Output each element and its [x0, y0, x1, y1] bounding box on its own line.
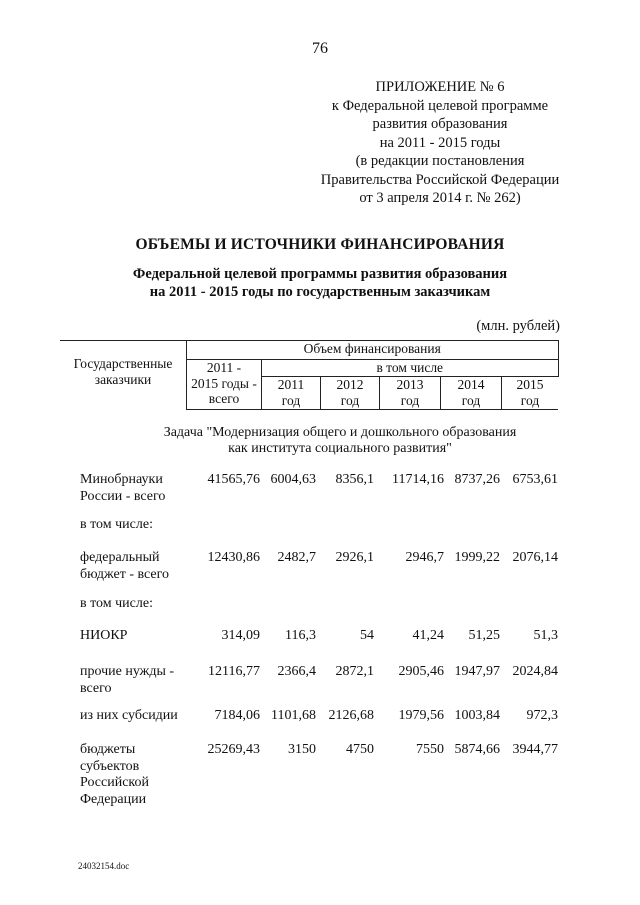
value-2014: 5874,66 [454, 742, 500, 757]
value-2013: 2946,7 [405, 550, 444, 565]
row-label [80, 742, 195, 808]
appendix-line: на 2011 - 2015 годы [379, 134, 501, 151]
value-2012: 2872,1 [335, 664, 374, 679]
value-2014: 8737,26 [454, 472, 500, 487]
value-2011: 1101,68 [271, 708, 316, 723]
header-year-2012 [321, 377, 380, 410]
subtitle-line: Федеральной целевой программы развития образования [132, 266, 508, 282]
value-total: 314,09 [221, 628, 260, 643]
value-2014: 1947,97 [454, 664, 500, 679]
appendix-caption [300, 78, 580, 208]
appendix-line: от 3 апреля 2014 г. № 262) [359, 190, 521, 206]
value-2012: 54 [360, 628, 374, 643]
header-customer-line: Государственные [73, 356, 173, 371]
header-year-label: 2015 [516, 377, 544, 392]
value-2013: 2905,46 [398, 664, 444, 679]
row-label-line: бюджет - всего [80, 566, 169, 582]
row-label [80, 628, 195, 645]
value-2015: 2076,14 [512, 550, 558, 565]
header-year-sub: год [400, 392, 420, 408]
row-label-line: федеральный [80, 550, 160, 565]
table-header [60, 340, 559, 410]
value-2014: 51,25 [468, 628, 500, 643]
header-including: в том числе [262, 360, 559, 377]
header-year-2013 [380, 377, 441, 410]
header-year-label: 2011 [277, 377, 305, 392]
row-label-line: прочие нужды - [80, 664, 175, 679]
header-year-sub: год [340, 392, 360, 408]
header-total [187, 360, 262, 410]
row-label-line: из них субсидии [80, 708, 178, 723]
appendix-line: к Федеральной целевой программе [331, 97, 549, 114]
value-2014: 1003,84 [454, 708, 500, 723]
value-2013: 1979,56 [398, 708, 444, 723]
row-label-line: субъектов [80, 758, 140, 774]
row-label-line: бюджеты [80, 742, 136, 757]
header-customer-line: заказчики [94, 371, 152, 387]
row-label [80, 550, 195, 583]
value-2011: 6004,63 [270, 472, 316, 487]
row-label [80, 517, 195, 534]
value-2015: 2024,84 [512, 664, 558, 679]
row-label-line: всего [80, 680, 112, 696]
header-funding-volume: Объем финансирования [187, 341, 559, 360]
row-label-line: в том числе: [80, 517, 153, 532]
value-2015: 6753,61 [512, 472, 558, 487]
task-title [140, 425, 540, 456]
row-label [80, 472, 195, 505]
appendix-line: ПРИЛОЖЕНИЕ № 6 [375, 79, 505, 95]
value-2012: 2926,1 [335, 550, 374, 565]
row-label-line: Минобрнауки [80, 472, 163, 487]
value-total: 12430,86 [207, 550, 260, 565]
row-label-line: Федерации [80, 791, 147, 807]
row-label [80, 708, 205, 725]
value-2012: 2126,68 [328, 708, 374, 723]
value-2011: 3150 [288, 742, 316, 757]
header-total-line: 2011 - [206, 360, 242, 375]
value-2015: 3944,77 [512, 742, 558, 757]
task-title-line: Задача "Модернизация общего и дошкольного образования [163, 425, 517, 440]
document-subtitle [0, 265, 640, 301]
value-total: 25269,43 [207, 742, 260, 757]
value-2011: 2366,4 [277, 664, 316, 679]
value-2015: 51,3 [533, 628, 558, 643]
value-2013: 41,24 [412, 628, 444, 643]
value-total: 41565,76 [207, 472, 260, 487]
value-2011: 2482,7 [277, 550, 316, 565]
value-2012: 8356,1 [335, 472, 374, 487]
header-year-label: 2013 [396, 377, 424, 392]
file-name-footer: 24032154.doc [78, 861, 130, 871]
header-year-2015 [502, 377, 559, 410]
value-2011: 116,3 [285, 628, 316, 643]
appendix-line: развития образования [372, 116, 508, 132]
subtitle-line: на 2011 - 2015 годы по государственным заказчикам [149, 284, 491, 300]
value-total: 7184,06 [214, 708, 260, 723]
value-2013: 11714,16 [392, 472, 444, 487]
task-title-line: как института социального развития" [228, 440, 452, 456]
row-label [80, 596, 195, 613]
unit-note: (млн. рублей) [476, 318, 560, 334]
row-label-line: в том числе: [80, 596, 153, 611]
header-customer [60, 341, 187, 410]
value-2015: 972,3 [526, 708, 558, 723]
appendix-line: Правительства Российской Федерации [320, 171, 560, 188]
row-label-line: Российской [80, 775, 149, 790]
header-year-sub: год [281, 392, 301, 408]
value-total: 12116,77 [208, 664, 260, 679]
header-year-sub: год [461, 392, 481, 408]
value-2012: 4750 [346, 742, 374, 757]
document-title: ОБЪЕМЫ И ИСТОЧНИКИ ФИНАНСИРОВАНИЯ [135, 236, 505, 253]
header-year-2011 [262, 377, 321, 410]
header-year-sub: год [520, 392, 540, 408]
header-total-line: всего [208, 391, 240, 406]
row-label-line: России - всего [80, 488, 166, 504]
header-year-2014 [441, 377, 502, 410]
header-year-label: 2014 [457, 377, 485, 392]
page-number: 76 [312, 40, 328, 57]
value-2013: 7550 [416, 742, 444, 757]
row-label-line: НИОКР [80, 628, 128, 643]
header-year-label: 2012 [336, 377, 364, 392]
row-label [80, 664, 195, 697]
value-2014: 1999,22 [454, 550, 500, 565]
appendix-line: (в редакции постановления [355, 153, 525, 169]
header-total-line: 2015 годы - [191, 375, 257, 391]
